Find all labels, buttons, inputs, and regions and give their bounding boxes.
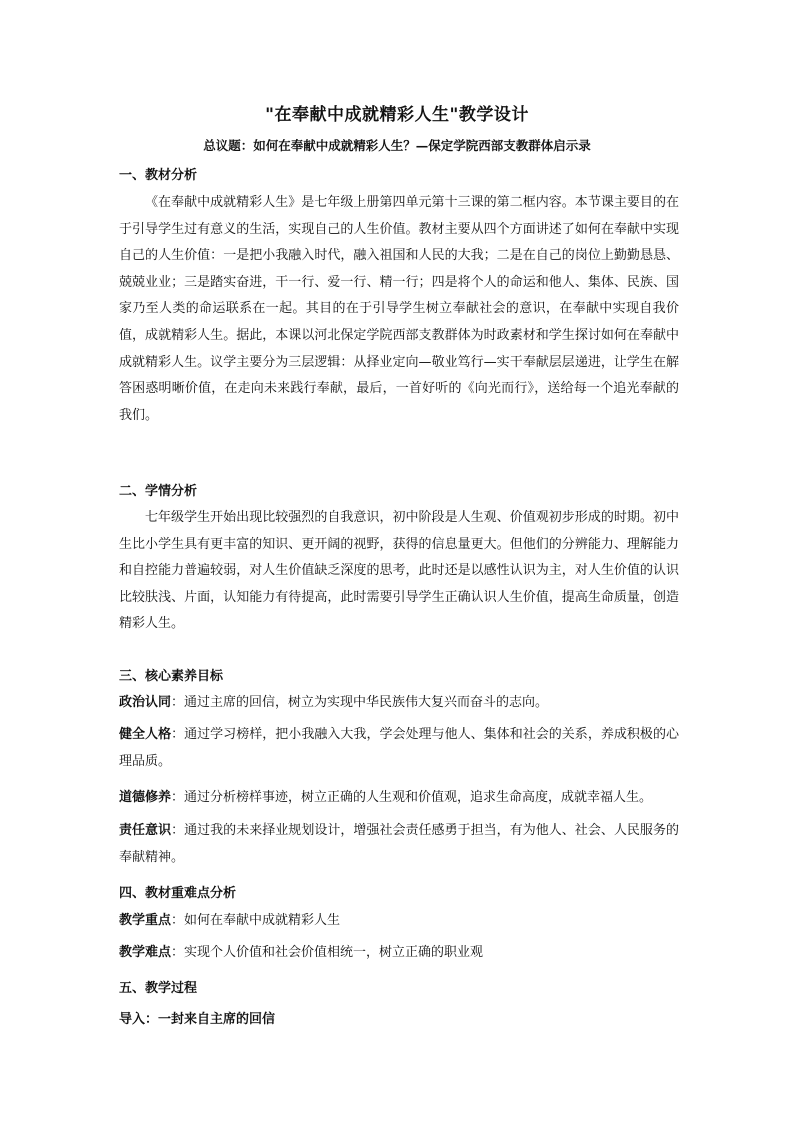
goal-text: ：通过分析榜样事迹，树立正确的人生观和价值观，追求生命高度，成就幸福人生。 bbox=[171, 790, 653, 805]
document-title: "在奉献中成就精彩人生"教学设计 bbox=[265, 105, 529, 125]
goal-label: 责任意识 bbox=[119, 823, 172, 838]
section-heading-student-analysis: 二、学情分析 bbox=[119, 484, 198, 499]
teaching-process-intro: 导入：一封来自主席的回信 bbox=[119, 1012, 276, 1027]
goal-moral-cultivation bbox=[119, 785, 679, 812]
goal-healthy-personality bbox=[119, 722, 679, 775]
goal-text: ：通过主席的回信，树立为实现中华民族伟大复兴而奋斗的志向。 bbox=[171, 695, 549, 710]
section-heading-teaching-process: 五、教学过程 bbox=[119, 981, 198, 996]
section-heading-textbook-analysis: 一、教材分析 bbox=[119, 168, 198, 183]
goal-label: 政治认同 bbox=[119, 695, 172, 710]
paragraph-textbook-analysis: 《在奉献中成就精彩人生》是七年级上册第四单元第十三课的第二框内容。本节课主要目的在于引导学生过有意义的生活，实现自己的人生价值。教材主要从四个方面讲述了如何在奉献中实现自己的人生价值：一是把小我融入时代，融入祖国和人民的大我；二是在自己的岗位上勤勤恳恳、兢兢业业；三是踏实奋进，干一行、爱一行、精一行；四是将个人的命运和他人、集体、民族、国家乃至人类的命运联系在一起。其目的在于引导学生树立奉献社会的意识，在奉献中实现自我价值，成就精彩人生。据此，本课以河北保定学院西部支教群体为时政素材和学生探讨如何在奉献中成就精彩人生。议学主要分为三层逻辑：从择业定向—敬业笃行—实干奉献层层递进，让学生在解答困惑明晰价值，在走向未来践行奉献，最后，一首好听的《向光而行》，送给每一个追光奉献的我们。 bbox=[119, 195, 679, 423]
difficult-point-text: ：实现个人价值和社会价值相统一，树立正确的职业观 bbox=[171, 945, 484, 960]
goal-political-identity bbox=[119, 690, 679, 717]
teaching-key-point bbox=[119, 908, 679, 935]
goal-responsibility bbox=[119, 818, 679, 871]
section-heading-key-difficult-points: 四、教材重难点分析 bbox=[119, 886, 237, 901]
teaching-difficult-point bbox=[119, 940, 679, 967]
key-point-text: ：如何在奉献中成就精彩人生 bbox=[171, 913, 341, 928]
key-point-label: 教学重点 bbox=[119, 913, 172, 928]
goal-label: 道德修养 bbox=[119, 790, 172, 805]
section-heading-core-literacy-goals: 三、核心素养目标 bbox=[119, 669, 224, 684]
goal-text: ：通过学习榜样，把小我融入大我，学会处理与他人、集体和社会的关系，养成积极的心理品质。 bbox=[119, 727, 679, 769]
document-subtitle: 总议题：如何在奉献中成就精彩人生？—保定学院西部支教群体启示录 bbox=[203, 138, 591, 153]
paragraph-student-analysis: 七年级学生开始出现比较强烈的自我意识，初中阶段是人生观、价值观初步形成的时期。初中生比小学生具有更丰富的知识、更开阔的视野，获得的信息量更大。但他们的分辨能力、理解能力和自控能力普遍较弱，对人生价值缺乏深度的思考，此时还是以感性认识为主，对人生价值的认识比较肤浅、片面，认知能力有待提高，此时需要引导学生正确认识人生价值，提高生命质量，创造精彩人生。 bbox=[119, 510, 679, 632]
goal-label: 健全人格 bbox=[119, 727, 172, 742]
goal-text: ：通过我的未来择业规划设计，增强社会责任感勇于担当，有为他人、社会、人民服务的奉献精神。 bbox=[119, 823, 679, 865]
difficult-point-label: 教学难点 bbox=[119, 945, 172, 960]
